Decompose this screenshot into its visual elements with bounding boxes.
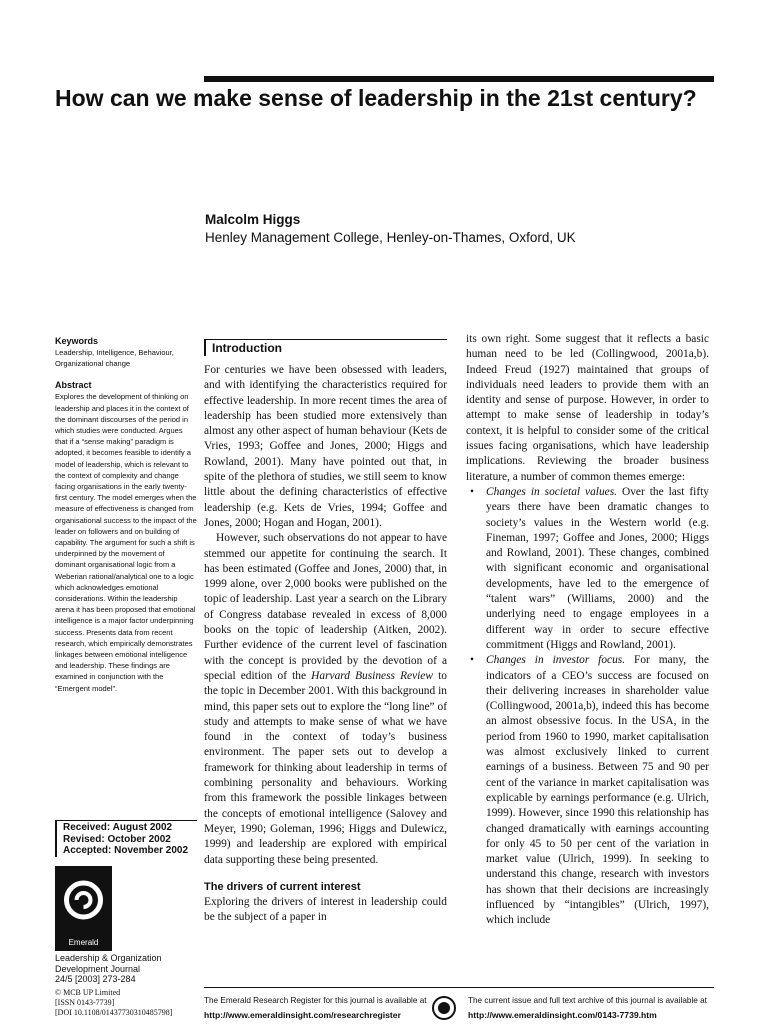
imprint <box>55 988 205 1018</box>
abstract-text: Explores the development of thinking on leadership and places it in the context of the dominant discourses of the period in which studies were conducted. Argues that if a “sense making” paradigm is adopted, it becomes feasible to identify a model of leadership, which is relevant to the context of complexity and change facing organisations in the early twenty-first century. The model emerges when the measure of effectiveness is changed from organisational success to the impact of the leader on followers and on building of capability. The argument for such a shift is underpinned by the movement of dominant organisational logic from a Weberian rational/analytical one to a logic which acknowledges emotional considerations. Within the leadership arena it has been proposed that emotional intelligence is a major factor underpinning success. Presents data from recent research, which empirically demonstrates linkages between emotional intelligence and leadership. These findings are examined in conjunction with the “Emergent model”. <box>55 392 197 693</box>
footer-archive <box>468 994 707 1023</box>
emerald-logo-label: Emerald <box>68 938 99 947</box>
journal-issue: 24/5 [2003] 273-284 <box>55 974 136 984</box>
list-item: • Changes in societal values. Over the last fifty years there have been dramatic changes to society’s values in the Western world (e.g. Fineman, 1997; Goffee and Jones, 2000; Higgs and Rowland, 2001). These changes, combined with significant economic and organisational developments, have led to the emergence of “talent wars” (Williams, 2000) and the underlying need to engage employees in a different way in order to secure effective commitment (Higgs and Rowland, 2001). <box>466 485 709 653</box>
issn-line: [ISSN 0143-7739] <box>55 998 115 1007</box>
sidebar <box>55 336 197 694</box>
journal-reference: Harvard Business Review <box>311 669 433 682</box>
article-title: How can we make sense of leadership in the 21st century? <box>55 85 697 111</box>
footer-rule <box>204 987 714 988</box>
revised-date: Revised: October 2002 <box>63 833 171 845</box>
keywords-heading: Keywords <box>55 336 99 346</box>
abstract-heading: Abstract <box>55 380 92 391</box>
body-column-1 <box>204 339 447 925</box>
keywords-text: Leadership, Intelligence, Behaviour, Organizational change <box>55 348 174 369</box>
intro-paragraph-2: However, such observations do not appear to have stemmed our appetite for continuing the search. It has been estimated (Goffee and Jones, 2000) that, in 1999 alone, over 2,000 books were published on the topic of leadership. Last year a search on the Library of Congress database revealed in excess of 8,000 books on the topic of leadership (Aitken, 2002). Further evidence of the current level of fascination with the concept is provided by the devotion of a special edition of the Harvard Business Review to the topic in December 2001. With this background in mind, this paper sets out to explore the “long line” of study and attempts to make sense of what we have found in the context of today’s business environment. The paper sets out to develop a framework for thinking about leadership in terms of combining personality and behaviours. Working from this framework the possible linkages between the concepts of emotional intelligence (Salovey and Meyer, 1990; Goleman, 1996; Higgs and Dulewicz, 1999) and leadership are explored with empirical data supporting these being presented. <box>204 532 447 866</box>
drivers-paragraph: Exploring the drivers of interest in leadership could be the subject of a paper in <box>204 895 447 924</box>
doi-line: [DOI 10.1108/01437730310485798] <box>55 1008 173 1017</box>
footer-register <box>204 994 427 1023</box>
body-column-2 <box>466 332 709 929</box>
register-url[interactable]: http://www.emeraldinsight.com/researchregister <box>204 1010 401 1020</box>
globe-icon <box>432 996 456 1020</box>
archive-url[interactable]: http://www.emeraldinsight.com/0143-7739.htm <box>468 1010 657 1020</box>
copyright-line: © MCB UP Limited <box>55 988 121 997</box>
list-item: • Changes in investor focus. For many, the indicators of a CEO’s success are focused on their delivering increases in shareholder value (Collingwood, 2001a,b), indeed this has become an almost obsessive focus. In the USA, in the period from 1960 to 1990, market capitalisation was almost exclusively linked to current earnings of a business. Between 75 and 90 per cent of the variance in market capitalisation was explicable by earnings performance (e.g. Ulrich, 1999). However, since 1990 this relationship has changed dramatically with earnings accounting for only 45 to 50 per cent of the variation in market value (Ulrich, 1999). In seeking to understand this change, research with investors has shown that their decisions are increasingly influenced by “intangibles” (Ulrich, 1997), which include <box>466 653 709 928</box>
drivers-paragraph-continued: its own right. Some suggest that it reflects a basic human need to be led (Collingwood, 2001a,b). Indeed Freud (1927) maintained that groups of individuals need leaders to provide them with an identity and sense of purpose. However, in order to attempt to make sense of leadership in today’s context, it is helpful to consider some of the critical issues facing organisations, which have leadership implications. Reviewing the broader business literature, a number of common themes emerge: <box>466 333 709 483</box>
author-affiliation: Henley Management College, Henley-on-Thames, Oxford, UK <box>205 230 576 245</box>
archive-text: The current issue and full text archive of this journal is available at <box>468 996 707 1005</box>
submission-dates <box>55 820 197 857</box>
intro-paragraph-1: For centuries we have been obsessed with leaders, and with identifying the characteristics required for effective leadership. In more recent times the area of leadership has been studied more extensively than almost any other aspect of human behaviour (Kets de Vries, 1993; Goffee and Jones, 2000; Higgs and Rowland, 2001). Many have pointed out that, in spite of the plethora of studies, we still seem to know little about the defining characteristics of effective leadership (e.g. Kets de Vries, 1994; Goffee and Jones, 2000; Hogan and Hogan, 2001). <box>204 364 447 529</box>
emerald-logo <box>55 866 112 951</box>
title-top-rule <box>204 76 714 82</box>
journal-name: Leadership & Organization Development Journal <box>55 953 162 974</box>
themes-list <box>466 485 709 929</box>
received-date: Received: August 2002 <box>63 822 173 833</box>
journal-info <box>55 953 205 985</box>
emerald-swirl-icon <box>55 866 112 936</box>
author-name: Malcolm Higgs <box>205 212 301 227</box>
introduction-heading: Introduction <box>204 339 447 356</box>
accepted-date: Accepted: November 2002 <box>63 845 189 857</box>
register-text: The Emerald Research Register for this journal is available at <box>204 996 427 1005</box>
drivers-heading: The drivers of current interest <box>204 880 361 893</box>
